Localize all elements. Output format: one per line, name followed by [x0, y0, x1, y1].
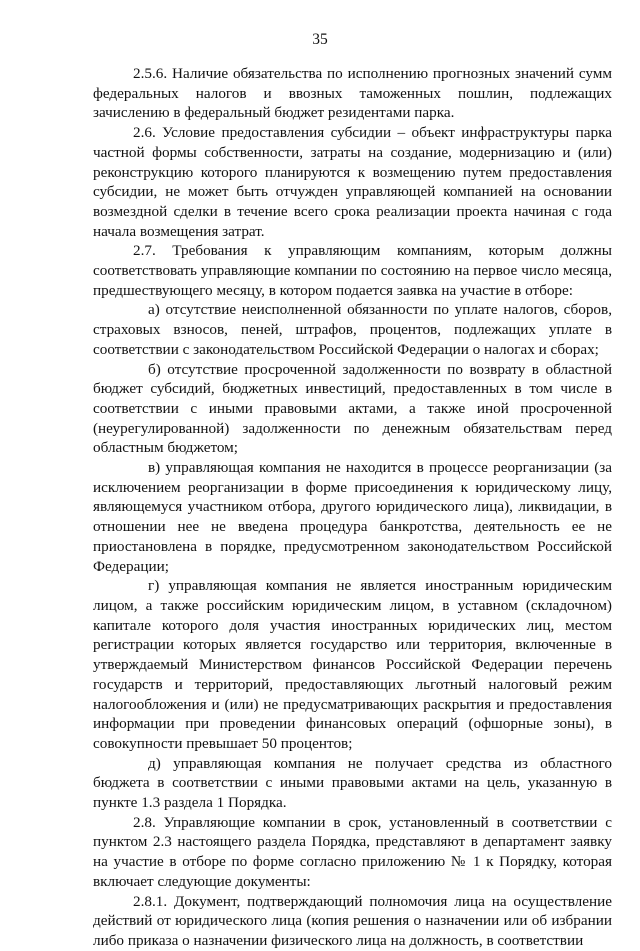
- paragraph-2-7-b: б) отсутствие просроченной задолженности по возврату в областной бюджет субсидий, бюджетных инвестиций, предоставленных в том числе в соответствии с иными правовыми актами, а также иной просроченной (неурегулированной) задолженности по денежным обязательствам перед областным бюджетом;: [93, 360, 612, 457]
- paragraph-2-7-a: а) отсутствие неисполненной обязанности по уплате налогов, сборов, страховых взносов, пеней, штрафов, процентов, подлежащих уплате в соответствии с законодательством Российской Федерации о налогах и сборах;: [93, 301, 612, 358]
- document-body: [93, 64, 612, 951]
- paragraph-2-8-1: 2.8.1. Документ, подтверждающий полномочия лица на осуществление действий от юридического лица (копия решения о назначении или об избрании либо приказа о назначении физического лица на должность, в соответствии: [93, 892, 612, 949]
- paragraph-2-7-v: в) управляющая компания не находится в процессе реорганизации (за исключением реорганизации в форме присоединения к юридическому лицу, являющемуся участником отбора, другого юридического лица), ликвидации, в отношении нее не введена процедура банкротства, деятельность ее не приостановлена в порядке, предусмотренном законодательством Российской Федерации;: [93, 459, 612, 575]
- paragraph-2-8: 2.8. Управляющие компании в срок, установленный в соответствии с пунктом 2.3 настоящего раздела Порядка, представляют в департамент заявку на участие в отборе по форме согласно приложению № 1 к Порядку, которая включает следующие документы:: [93, 813, 612, 890]
- paragraph-2-5-6: 2.5.6. Наличие обязательства по исполнению прогнозных значений сумм федеральных налогов и ввозных таможенных пошлин, подлежащих зачислению в федеральный бюджет резидентами парка.: [93, 65, 612, 122]
- page-number: 35: [312, 31, 328, 48]
- paragraph-2-7-g: г) управляющая компания не является иностранным юридическим лицом, а также российским юридическим лицом, в уставном (складочном) капитале которого доля участия иностранных юридических лиц, местом регистрации которых является государство или территория, включенные в утверждаемый Министерством финансов Российской Федерации перечень государств и территорий, предоставляющих льготный налоговый режим налогообложения и (или) не предусматривающих раскрытия и предоставления информации при проведении финансовых операций (офшорные зоны), в совокупности превышает 50 процентов;: [93, 577, 612, 752]
- paragraph-2-6: 2.6. Условие предоставления субсидии – объект инфраструктуры парка частной формы собственности, затраты на создание, модернизацию и (или) реконструкцию которого планируются к возмещению путем предоставления субсидии, не может быть отчужден управляющей компанией на основании возмездной сделки в течение всего срока реализации проекта начиная с года начала возмещения затрат.: [93, 124, 612, 240]
- paragraph-2-7-d: д) управляющая компания не получает средства из областного бюджета в соответствии с иными правовыми актами на цель, указанную в пункте 1.3 раздела 1 Порядка.: [93, 754, 612, 812]
- paragraph-2-7: 2.7. Требования к управляющим компаниям, которым должны соответствовать управляющие компании по состоянию на первое число месяца, предшествующего месяцу, в котором подается заявка на участие в отборе:: [93, 242, 612, 299]
